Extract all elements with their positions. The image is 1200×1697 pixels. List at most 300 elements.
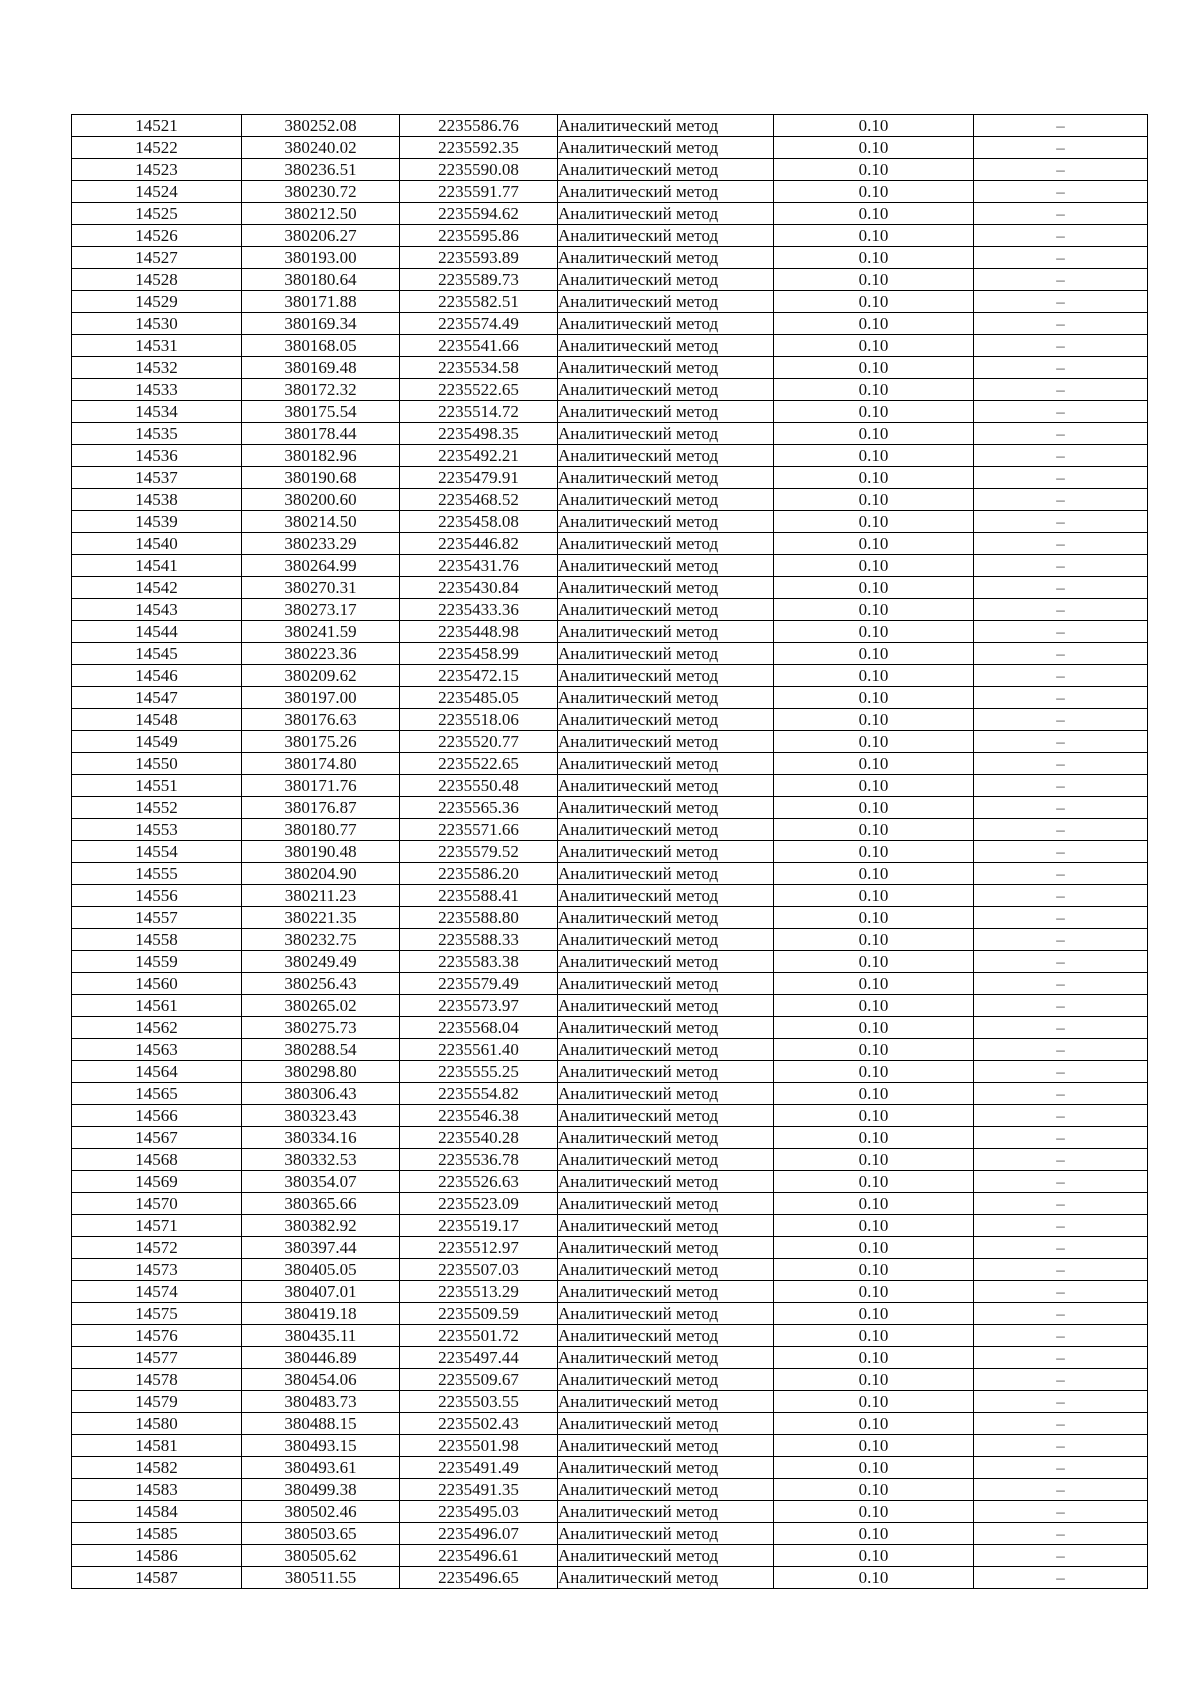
accuracy-cell: 0.10 — [774, 1105, 974, 1127]
y-coordinate-cell: 2235431.76 — [400, 555, 558, 577]
table-row — [72, 533, 1148, 555]
table-row — [72, 1435, 1148, 1457]
table-row — [72, 137, 1148, 159]
method-cell: Аналитический метод — [558, 1281, 774, 1303]
point-number-cell: 14577 — [72, 1347, 242, 1369]
point-number-cell: 14565 — [72, 1083, 242, 1105]
point-number-cell: 14545 — [72, 643, 242, 665]
point-number-cell: 14558 — [72, 929, 242, 951]
note-cell: – — [974, 159, 1148, 181]
x-coordinate-cell: 380240.02 — [242, 137, 400, 159]
x-coordinate-cell: 380212.50 — [242, 203, 400, 225]
note-cell: – — [974, 1171, 1148, 1193]
accuracy-cell: 0.10 — [774, 1193, 974, 1215]
x-coordinate-cell: 380502.46 — [242, 1501, 400, 1523]
accuracy-cell: 0.10 — [774, 1325, 974, 1347]
note-cell: – — [974, 313, 1148, 335]
table-row — [72, 973, 1148, 995]
note-cell: – — [974, 687, 1148, 709]
x-coordinate-cell: 380264.99 — [242, 555, 400, 577]
y-coordinate-cell: 2235509.59 — [400, 1303, 558, 1325]
x-coordinate-cell: 380175.54 — [242, 401, 400, 423]
y-coordinate-cell: 2235526.63 — [400, 1171, 558, 1193]
note-cell: – — [974, 269, 1148, 291]
accuracy-cell: 0.10 — [774, 709, 974, 731]
y-coordinate-cell: 2235523.09 — [400, 1193, 558, 1215]
method-cell: Аналитический метод — [558, 665, 774, 687]
x-coordinate-cell: 380176.87 — [242, 797, 400, 819]
table-row — [72, 1457, 1148, 1479]
table-row — [72, 313, 1148, 335]
note-cell: – — [974, 643, 1148, 665]
table-row — [72, 511, 1148, 533]
method-cell: Аналитический метод — [558, 1567, 774, 1589]
note-cell: – — [974, 1545, 1148, 1567]
point-number-cell: 14552 — [72, 797, 242, 819]
point-number-cell: 14584 — [72, 1501, 242, 1523]
table-row — [72, 115, 1148, 137]
point-number-cell: 14522 — [72, 137, 242, 159]
method-cell: Аналитический метод — [558, 907, 774, 929]
accuracy-cell: 0.10 — [774, 621, 974, 643]
method-cell: Аналитический метод — [558, 599, 774, 621]
accuracy-cell: 0.10 — [774, 1369, 974, 1391]
table-row — [72, 1479, 1148, 1501]
y-coordinate-cell: 2235433.36 — [400, 599, 558, 621]
y-coordinate-cell: 2235468.52 — [400, 489, 558, 511]
table-row — [72, 1215, 1148, 1237]
note-cell: – — [974, 1149, 1148, 1171]
method-cell: Аналитический метод — [558, 797, 774, 819]
point-number-cell: 14556 — [72, 885, 242, 907]
x-coordinate-cell: 380446.89 — [242, 1347, 400, 1369]
accuracy-cell: 0.10 — [774, 1149, 974, 1171]
y-coordinate-cell: 2235583.38 — [400, 951, 558, 973]
x-coordinate-cell: 380169.48 — [242, 357, 400, 379]
point-number-cell: 14557 — [72, 907, 242, 929]
y-coordinate-cell: 2235593.89 — [400, 247, 558, 269]
accuracy-cell: 0.10 — [774, 467, 974, 489]
point-number-cell: 14570 — [72, 1193, 242, 1215]
table-row — [72, 687, 1148, 709]
point-number-cell: 14581 — [72, 1435, 242, 1457]
table-row — [72, 841, 1148, 863]
table-row — [72, 225, 1148, 247]
x-coordinate-cell: 380172.32 — [242, 379, 400, 401]
x-coordinate-cell: 380503.65 — [242, 1523, 400, 1545]
accuracy-cell: 0.10 — [774, 1171, 974, 1193]
table-row — [72, 247, 1148, 269]
point-number-cell: 14548 — [72, 709, 242, 731]
table-row — [72, 1193, 1148, 1215]
y-coordinate-cell: 2235586.20 — [400, 863, 558, 885]
method-cell: Аналитический метод — [558, 379, 774, 401]
note-cell: – — [974, 929, 1148, 951]
method-cell: Аналитический метод — [558, 533, 774, 555]
accuracy-cell: 0.10 — [774, 1435, 974, 1457]
method-cell: Аналитический метод — [558, 1457, 774, 1479]
note-cell: – — [974, 1303, 1148, 1325]
table-row — [72, 753, 1148, 775]
point-number-cell: 14586 — [72, 1545, 242, 1567]
note-cell: – — [974, 115, 1148, 137]
y-coordinate-cell: 2235588.33 — [400, 929, 558, 951]
accuracy-cell: 0.10 — [774, 863, 974, 885]
y-coordinate-cell: 2235586.76 — [400, 115, 558, 137]
x-coordinate-cell: 380236.51 — [242, 159, 400, 181]
table-row — [72, 599, 1148, 621]
table-row — [72, 555, 1148, 577]
method-cell: Аналитический метод — [558, 819, 774, 841]
note-cell: – — [974, 291, 1148, 313]
accuracy-cell: 0.10 — [774, 357, 974, 379]
table-row — [72, 929, 1148, 951]
y-coordinate-cell: 2235555.25 — [400, 1061, 558, 1083]
method-cell: Аналитический метод — [558, 775, 774, 797]
method-cell: Аналитический метод — [558, 335, 774, 357]
note-cell: – — [974, 973, 1148, 995]
method-cell: Аналитический метод — [558, 973, 774, 995]
accuracy-cell: 0.10 — [774, 291, 974, 313]
table-row — [72, 951, 1148, 973]
table-row — [72, 467, 1148, 489]
table-row — [72, 1545, 1148, 1567]
y-coordinate-cell: 2235495.03 — [400, 1501, 558, 1523]
table-row — [72, 1501, 1148, 1523]
method-cell: Аналитический метод — [558, 445, 774, 467]
method-cell: Аналитический метод — [558, 863, 774, 885]
note-cell: – — [974, 1435, 1148, 1457]
point-number-cell: 14539 — [72, 511, 242, 533]
method-cell: Аналитический метод — [558, 511, 774, 533]
y-coordinate-cell: 2235498.35 — [400, 423, 558, 445]
note-cell: – — [974, 379, 1148, 401]
x-coordinate-cell: 380488.15 — [242, 1413, 400, 1435]
table-row — [72, 1083, 1148, 1105]
point-number-cell: 14569 — [72, 1171, 242, 1193]
x-coordinate-cell: 380419.18 — [242, 1303, 400, 1325]
point-number-cell: 14530 — [72, 313, 242, 335]
x-coordinate-cell: 380454.06 — [242, 1369, 400, 1391]
y-coordinate-cell: 2235534.58 — [400, 357, 558, 379]
y-coordinate-cell: 2235546.38 — [400, 1105, 558, 1127]
point-number-cell: 14546 — [72, 665, 242, 687]
x-coordinate-cell: 380193.00 — [242, 247, 400, 269]
point-number-cell: 14573 — [72, 1259, 242, 1281]
y-coordinate-cell: 2235502.43 — [400, 1413, 558, 1435]
accuracy-cell: 0.10 — [774, 995, 974, 1017]
y-coordinate-cell: 2235446.82 — [400, 533, 558, 555]
point-number-cell: 14536 — [72, 445, 242, 467]
x-coordinate-cell: 380182.96 — [242, 445, 400, 467]
table-row — [72, 423, 1148, 445]
note-cell: – — [974, 1083, 1148, 1105]
accuracy-cell: 0.10 — [774, 973, 974, 995]
y-coordinate-cell: 2235588.80 — [400, 907, 558, 929]
method-cell: Аналитический метод — [558, 753, 774, 775]
x-coordinate-cell: 380252.08 — [242, 115, 400, 137]
y-coordinate-cell: 2235568.04 — [400, 1017, 558, 1039]
y-coordinate-cell: 2235503.55 — [400, 1391, 558, 1413]
point-number-cell: 14550 — [72, 753, 242, 775]
table-row — [72, 775, 1148, 797]
note-cell: – — [974, 753, 1148, 775]
accuracy-cell: 0.10 — [774, 841, 974, 863]
method-cell: Аналитический метод — [558, 621, 774, 643]
accuracy-cell: 0.10 — [774, 643, 974, 665]
accuracy-cell: 0.10 — [774, 1017, 974, 1039]
table-row — [72, 621, 1148, 643]
point-number-cell: 14555 — [72, 863, 242, 885]
note-cell: – — [974, 731, 1148, 753]
point-number-cell: 14587 — [72, 1567, 242, 1589]
note-cell: – — [974, 1127, 1148, 1149]
y-coordinate-cell: 2235594.62 — [400, 203, 558, 225]
y-coordinate-cell: 2235491.49 — [400, 1457, 558, 1479]
x-coordinate-cell: 380180.64 — [242, 269, 400, 291]
x-coordinate-cell: 380206.27 — [242, 225, 400, 247]
y-coordinate-cell: 2235541.66 — [400, 335, 558, 357]
table-row — [72, 1061, 1148, 1083]
x-coordinate-cell: 380334.16 — [242, 1127, 400, 1149]
point-number-cell: 14580 — [72, 1413, 242, 1435]
y-coordinate-cell: 2235590.08 — [400, 159, 558, 181]
y-coordinate-cell: 2235519.17 — [400, 1215, 558, 1237]
accuracy-cell: 0.10 — [774, 1479, 974, 1501]
note-cell: – — [974, 511, 1148, 533]
point-number-cell: 14564 — [72, 1061, 242, 1083]
x-coordinate-cell: 380178.44 — [242, 423, 400, 445]
x-coordinate-cell: 380197.00 — [242, 687, 400, 709]
x-coordinate-cell: 380211.23 — [242, 885, 400, 907]
table-row — [72, 1567, 1148, 1589]
method-cell: Аналитический метод — [558, 577, 774, 599]
note-cell: – — [974, 1523, 1148, 1545]
table-row — [72, 1347, 1148, 1369]
coordinates-table — [71, 114, 1148, 1589]
y-coordinate-cell: 2235588.41 — [400, 885, 558, 907]
note-cell: – — [974, 775, 1148, 797]
y-coordinate-cell: 2235507.03 — [400, 1259, 558, 1281]
point-number-cell: 14544 — [72, 621, 242, 643]
table-row — [72, 1523, 1148, 1545]
point-number-cell: 14527 — [72, 247, 242, 269]
table-row — [72, 357, 1148, 379]
note-cell: – — [974, 599, 1148, 621]
method-cell: Аналитический метод — [558, 1303, 774, 1325]
x-coordinate-cell: 380273.17 — [242, 599, 400, 621]
accuracy-cell: 0.10 — [774, 401, 974, 423]
method-cell: Аналитический метод — [558, 1237, 774, 1259]
method-cell: Аналитический метод — [558, 1259, 774, 1281]
x-coordinate-cell: 380435.11 — [242, 1325, 400, 1347]
table-row — [72, 1259, 1148, 1281]
table-row — [72, 445, 1148, 467]
note-cell: – — [974, 951, 1148, 973]
table-row — [72, 1039, 1148, 1061]
method-cell: Аналитический метод — [558, 1193, 774, 1215]
table-row — [72, 1127, 1148, 1149]
table-row — [72, 291, 1148, 313]
point-number-cell: 14526 — [72, 225, 242, 247]
method-cell: Аналитический метод — [558, 709, 774, 731]
x-coordinate-cell: 380232.75 — [242, 929, 400, 951]
y-coordinate-cell: 2235574.49 — [400, 313, 558, 335]
point-number-cell: 14576 — [72, 1325, 242, 1347]
y-coordinate-cell: 2235579.49 — [400, 973, 558, 995]
point-number-cell: 14532 — [72, 357, 242, 379]
y-coordinate-cell: 2235561.40 — [400, 1039, 558, 1061]
accuracy-cell: 0.10 — [774, 1083, 974, 1105]
point-number-cell: 14549 — [72, 731, 242, 753]
table-row — [72, 907, 1148, 929]
y-coordinate-cell: 2235485.05 — [400, 687, 558, 709]
accuracy-cell: 0.10 — [774, 137, 974, 159]
table-row — [72, 863, 1148, 885]
table-row — [72, 379, 1148, 401]
accuracy-cell: 0.10 — [774, 511, 974, 533]
x-coordinate-cell: 380209.62 — [242, 665, 400, 687]
x-coordinate-cell: 380306.43 — [242, 1083, 400, 1105]
point-number-cell: 14528 — [72, 269, 242, 291]
note-cell: – — [974, 1479, 1148, 1501]
note-cell: – — [974, 357, 1148, 379]
accuracy-cell: 0.10 — [774, 1347, 974, 1369]
accuracy-cell: 0.10 — [774, 819, 974, 841]
table-row — [72, 665, 1148, 687]
point-number-cell: 14529 — [72, 291, 242, 313]
note-cell: – — [974, 1281, 1148, 1303]
note-cell: – — [974, 841, 1148, 863]
x-coordinate-cell: 380221.35 — [242, 907, 400, 929]
point-number-cell: 14541 — [72, 555, 242, 577]
table-row — [72, 335, 1148, 357]
point-number-cell: 14583 — [72, 1479, 242, 1501]
point-number-cell: 14566 — [72, 1105, 242, 1127]
table-row — [72, 1237, 1148, 1259]
method-cell: Аналитический метод — [558, 1105, 774, 1127]
method-cell: Аналитический метод — [558, 1215, 774, 1237]
note-cell: – — [974, 885, 1148, 907]
y-coordinate-cell: 2235512.97 — [400, 1237, 558, 1259]
accuracy-cell: 0.10 — [774, 159, 974, 181]
point-number-cell: 14567 — [72, 1127, 242, 1149]
method-cell: Аналитический метод — [558, 929, 774, 951]
method-cell: Аналитический метод — [558, 247, 774, 269]
accuracy-cell: 0.10 — [774, 929, 974, 951]
x-coordinate-cell: 380405.05 — [242, 1259, 400, 1281]
method-cell: Аналитический метод — [558, 423, 774, 445]
point-number-cell: 14525 — [72, 203, 242, 225]
y-coordinate-cell: 2235573.97 — [400, 995, 558, 1017]
table-row — [72, 1171, 1148, 1193]
table-row — [72, 643, 1148, 665]
accuracy-cell: 0.10 — [774, 1413, 974, 1435]
table-row — [72, 1149, 1148, 1171]
y-coordinate-cell: 2235501.72 — [400, 1325, 558, 1347]
table-row — [72, 489, 1148, 511]
table-row — [72, 159, 1148, 181]
y-coordinate-cell: 2235496.61 — [400, 1545, 558, 1567]
accuracy-cell: 0.10 — [774, 1215, 974, 1237]
x-coordinate-cell: 380230.72 — [242, 181, 400, 203]
note-cell: – — [974, 995, 1148, 1017]
x-coordinate-cell: 380174.80 — [242, 753, 400, 775]
note-cell: – — [974, 1017, 1148, 1039]
accuracy-cell: 0.10 — [774, 1303, 974, 1325]
method-cell: Аналитический метод — [558, 1325, 774, 1347]
accuracy-cell: 0.10 — [774, 577, 974, 599]
accuracy-cell: 0.10 — [774, 203, 974, 225]
accuracy-cell: 0.10 — [774, 599, 974, 621]
point-number-cell: 14563 — [72, 1039, 242, 1061]
note-cell: – — [974, 1215, 1148, 1237]
accuracy-cell: 0.10 — [774, 1391, 974, 1413]
x-coordinate-cell: 380332.53 — [242, 1149, 400, 1171]
method-cell: Аналитический метод — [558, 687, 774, 709]
method-cell: Аналитический метод — [558, 1171, 774, 1193]
accuracy-cell: 0.10 — [774, 951, 974, 973]
note-cell: – — [974, 1369, 1148, 1391]
table-row — [72, 1325, 1148, 1347]
accuracy-cell: 0.10 — [774, 1567, 974, 1589]
y-coordinate-cell: 2235550.48 — [400, 775, 558, 797]
accuracy-cell: 0.10 — [774, 1281, 974, 1303]
accuracy-cell: 0.10 — [774, 115, 974, 137]
y-coordinate-cell: 2235536.78 — [400, 1149, 558, 1171]
x-coordinate-cell: 380176.63 — [242, 709, 400, 731]
table-row — [72, 203, 1148, 225]
point-number-cell: 14579 — [72, 1391, 242, 1413]
y-coordinate-cell: 2235496.07 — [400, 1523, 558, 1545]
x-coordinate-cell: 380249.49 — [242, 951, 400, 973]
method-cell: Аналитический метод — [558, 1149, 774, 1171]
x-coordinate-cell: 380190.48 — [242, 841, 400, 863]
y-coordinate-cell: 2235509.67 — [400, 1369, 558, 1391]
point-number-cell: 14534 — [72, 401, 242, 423]
y-coordinate-cell: 2235522.65 — [400, 753, 558, 775]
point-number-cell: 14533 — [72, 379, 242, 401]
note-cell: – — [974, 467, 1148, 489]
note-cell: – — [974, 1259, 1148, 1281]
table-row — [72, 401, 1148, 423]
note-cell: – — [974, 1347, 1148, 1369]
note-cell: – — [974, 1105, 1148, 1127]
accuracy-cell: 0.10 — [774, 555, 974, 577]
accuracy-cell: 0.10 — [774, 247, 974, 269]
note-cell: – — [974, 1237, 1148, 1259]
method-cell: Аналитический метод — [558, 951, 774, 973]
method-cell: Аналитический метод — [558, 1017, 774, 1039]
x-coordinate-cell: 380175.26 — [242, 731, 400, 753]
method-cell: Аналитический метод — [558, 159, 774, 181]
note-cell: – — [974, 489, 1148, 511]
x-coordinate-cell: 380168.05 — [242, 335, 400, 357]
note-cell: – — [974, 1061, 1148, 1083]
y-coordinate-cell: 2235571.66 — [400, 819, 558, 841]
method-cell: Аналитический метод — [558, 1061, 774, 1083]
method-cell: Аналитический метод — [558, 181, 774, 203]
note-cell: – — [974, 445, 1148, 467]
method-cell: Аналитический метод — [558, 885, 774, 907]
point-number-cell: 14572 — [72, 1237, 242, 1259]
note-cell: – — [974, 423, 1148, 445]
table-row — [72, 995, 1148, 1017]
point-number-cell: 14547 — [72, 687, 242, 709]
table-row — [72, 797, 1148, 819]
y-coordinate-cell: 2235496.65 — [400, 1567, 558, 1589]
point-number-cell: 14540 — [72, 533, 242, 555]
